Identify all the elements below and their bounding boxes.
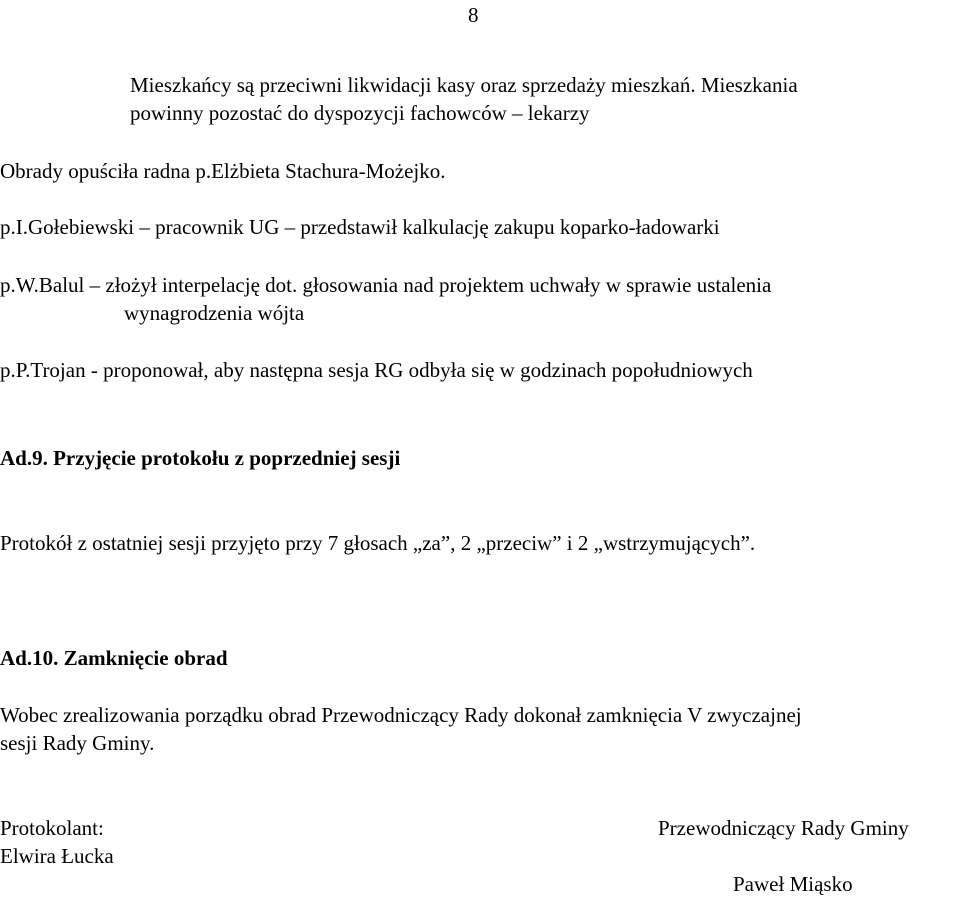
signature-right-name: Paweł Miąsko [733,872,853,896]
section-10-body-line-1: Wobec zrealizowania porządku obrad Przewodniczący Rady dokonał zamknięcia V zwyczajnej [0,703,802,727]
paragraph-residents-line-1: Mieszkańcy są przeciwni likwidacji kasy oraz sprzedaży mieszkań. Mieszkania [130,73,798,97]
signature-right-label: Przewodniczący Rady Gminy [658,816,909,840]
paragraph-excavator-calculation: p.I.Gołebiewski – pracownik UG – przedstawił kalkulację zakupu koparko-ładowarki [0,215,720,239]
paragraph-interpellation-line-2: wynagrodzenia wójta [124,301,305,325]
paragraph-session-proposal: p.P.Trojan - proponował, aby następna sesja RG odbyła się w godzinach popołudniowych [0,358,753,382]
page-number: 8 [468,3,479,27]
section-9-body: Protokół z ostatniej sesji przyjęto przy 7 głosach „za”, 2 „przeciw” i 2 „wstrzymujących”. [0,531,756,555]
signature-left-label: Protokolant: [0,816,104,840]
paragraph-councillor-left: Obrady opuściła radna p.Elżbieta Stachura-Możejko. [0,159,446,183]
section-10-body-line-2: sesji Rady Gminy. [0,731,155,755]
paragraph-interpellation-line-1: p.W.Balul – złożył interpelację dot. głosowania nad projektem uchwały w sprawie ustalenia [0,273,772,297]
section-10-heading: Ad.10. Zamknięcie obrad [0,646,228,670]
section-9-heading: Ad.9. Przyjęcie protokołu z poprzedniej sesji [0,446,401,470]
paragraph-residents-line-2: powinny pozostać do dyspozycji fachowców – lekarzy [130,101,590,125]
signature-left-name: Elwira Łucka [0,844,114,868]
